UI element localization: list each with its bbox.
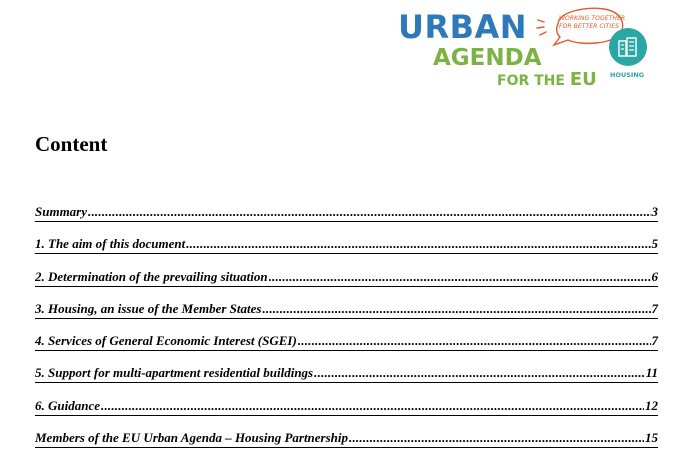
toc-entry-member-states[interactable]	[35, 300, 658, 332]
toc-label: 2. Determination of the prevailing situation	[35, 268, 268, 284]
logo-eu: EU	[569, 69, 597, 90]
toc-page-number: 15	[645, 430, 658, 446]
toc-label: Members of the EU Urban Agenda – Housing Partnership	[35, 430, 349, 446]
toc-dot-leader	[186, 235, 650, 253]
toc-dot-leader	[269, 268, 651, 286]
logo-tagline-line2: FOR BETTER CITIES	[559, 23, 620, 30]
toc-page-number: 5	[651, 236, 658, 252]
table-of-contents	[35, 203, 658, 461]
toc-page-number: 6	[651, 268, 658, 284]
toc-page-number: 12	[645, 397, 658, 413]
housing-label: HOUSING	[610, 71, 645, 79]
toc-page-number: 7	[651, 333, 658, 349]
toc-dot-leader	[298, 332, 651, 350]
logo-for-the-eu-text	[497, 71, 597, 89]
toc-label: 5. Support for multi-apartment residential buildings	[35, 365, 314, 381]
toc-dot-leader	[101, 397, 644, 415]
housing-badge	[609, 28, 647, 66]
toc-entry-members[interactable]	[35, 429, 658, 461]
toc-label: 1. The aim of this document	[35, 236, 186, 252]
toc-entry-aim[interactable]	[35, 235, 658, 267]
toc-dot-leader	[314, 364, 645, 382]
toc-page-number: 11	[645, 365, 658, 381]
toc-label: 3. Housing, an issue of the Member States	[35, 300, 262, 316]
toc-label: Summary	[35, 204, 88, 219]
toc-label: 4. Services of General Economic Interest (SGEI)	[35, 333, 297, 349]
logo-tagline	[559, 15, 629, 31]
toc-entry-guidance[interactable]	[35, 397, 658, 429]
toc-dot-leader	[349, 429, 644, 447]
toc-page-number: 7	[651, 300, 658, 316]
urban-agenda-logo	[396, 4, 658, 96]
toc-dot-leader	[88, 203, 650, 221]
logo-agenda-text: AGENDA	[433, 45, 542, 71]
logo-tagline-line1: WORKING TOGETHER	[559, 15, 626, 22]
page-title: Content	[35, 132, 108, 156]
toc-entry-multi-apartment[interactable]	[35, 364, 658, 396]
logo-urban-text: URBAN	[398, 8, 528, 46]
toc-entry-summary[interactable]	[35, 203, 658, 235]
toc-label: 6. Guidance	[35, 397, 100, 413]
toc-entry-sgei[interactable]	[35, 332, 658, 364]
logo-for-the: FOR THE	[497, 73, 570, 89]
toc-dot-leader	[262, 300, 650, 318]
toc-entry-prevailing-situation[interactable]	[35, 268, 658, 300]
toc-page-number: 3	[651, 204, 658, 219]
building-icon	[616, 35, 640, 59]
